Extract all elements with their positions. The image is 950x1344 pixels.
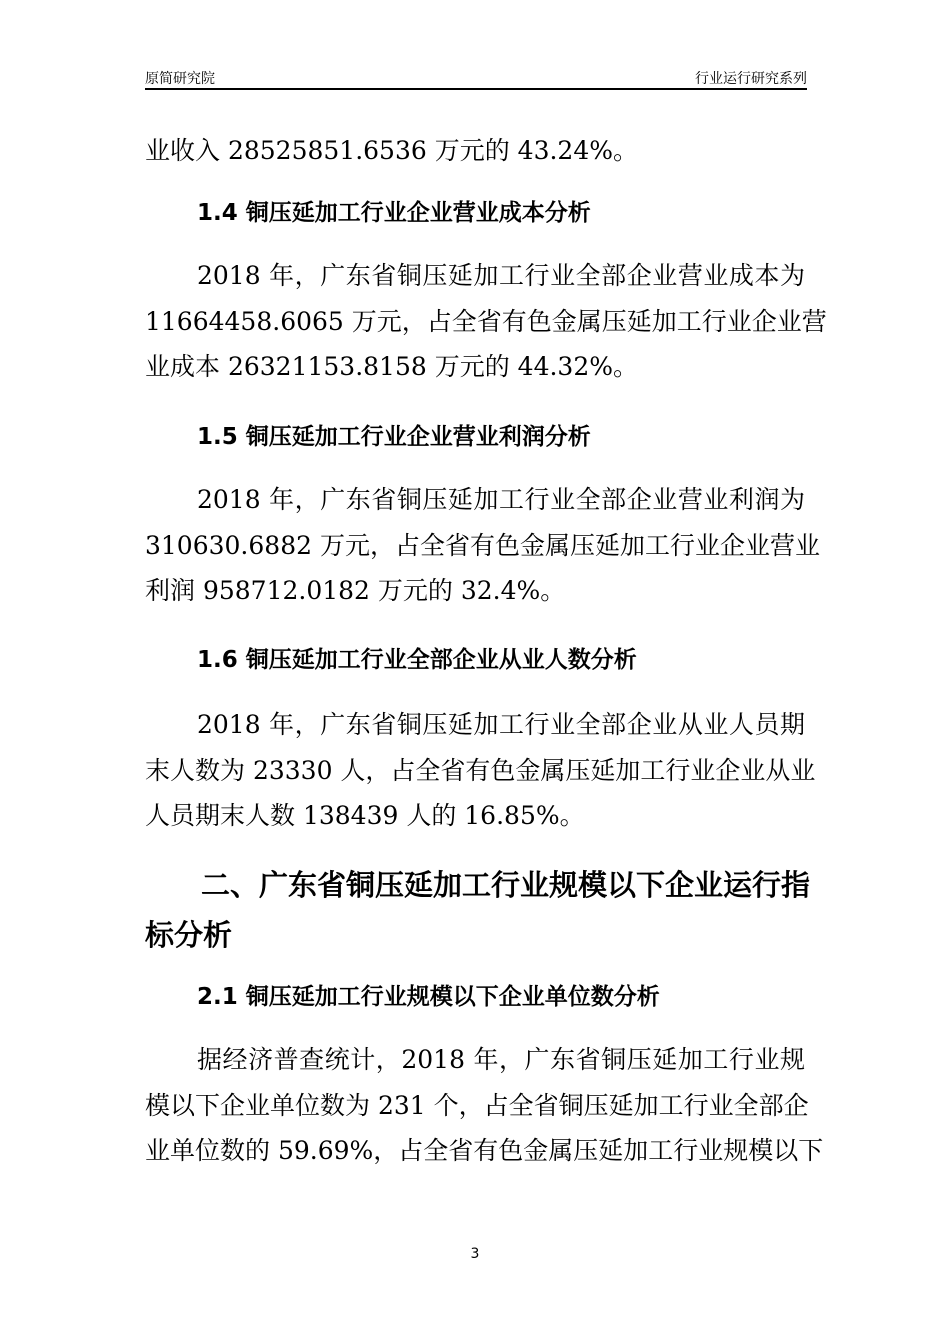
page-header [145, 68, 807, 90]
text-line: 2018 年，广东省铜压延加工行业全部企业从业人员期 [197, 710, 805, 739]
heading-line: 标分析 [145, 918, 233, 952]
text-line: 据经济普查统计，2018 年，广东省铜压延加工行业规 [197, 1045, 805, 1074]
text-line: 2018 年，广东省铜压延加工行业全部企业营业利润为 [197, 485, 805, 514]
text-line: 310630.6882 万元，占全省有色金属压延加工行业企业营业 [145, 530, 820, 560]
header-series: 行业运行研究系列 [695, 71, 807, 87]
heading-1-4: 1.4 铜压延加工行业企业营业成本分析 [197, 200, 591, 226]
paragraph-1-6 [145, 702, 816, 839]
text-line: 业收入 28525851.6536 万元的 43.24%。 [145, 136, 638, 165]
text-line: 2018 年，广东省铜压延加工行业全部企业营业成本为 [197, 261, 805, 290]
text-line: 末人数为 23330 人，占全省有色金属压延加工行业企业从业 [145, 755, 816, 785]
heading-2-1: 2.1 铜压延加工行业规模以下企业单位数分析 [197, 984, 660, 1010]
page-number: 3 [470, 1246, 480, 1262]
text-line: 业单位数的 59.69%，占全省有色金属压延加工行业规模以下 [145, 1136, 824, 1165]
paragraph-continued [145, 128, 805, 174]
text-line: 11664458.6065 万元，占全省有色金属压延加工行业企业营 [145, 306, 827, 336]
text-line: 业成本 26321153.8158 万元的 44.32%。 [145, 352, 638, 381]
text-line: 利润 958712.0182 万元的 32.4%。 [145, 576, 566, 605]
paragraph-2-1 [145, 1037, 824, 1174]
text-line: 人员期末人数 138439 人的 16.85%。 [145, 801, 585, 830]
text-line: 模以下企业单位数为 231 个，占全省铜压延加工行业全部企 [145, 1090, 809, 1120]
paragraph-1-4 [145, 253, 827, 390]
heading-line: 二、广东省铜压延加工行业规模以下企业运行指 [201, 868, 811, 902]
heading-section-2 [145, 860, 811, 960]
paragraph-1-5 [145, 477, 820, 614]
header-org: 原简研究院 [145, 71, 215, 87]
heading-1-5: 1.5 铜压延加工行业企业营业利润分析 [197, 424, 591, 450]
heading-1-6: 1.6 铜压延加工行业全部企业从业人数分析 [197, 647, 637, 673]
